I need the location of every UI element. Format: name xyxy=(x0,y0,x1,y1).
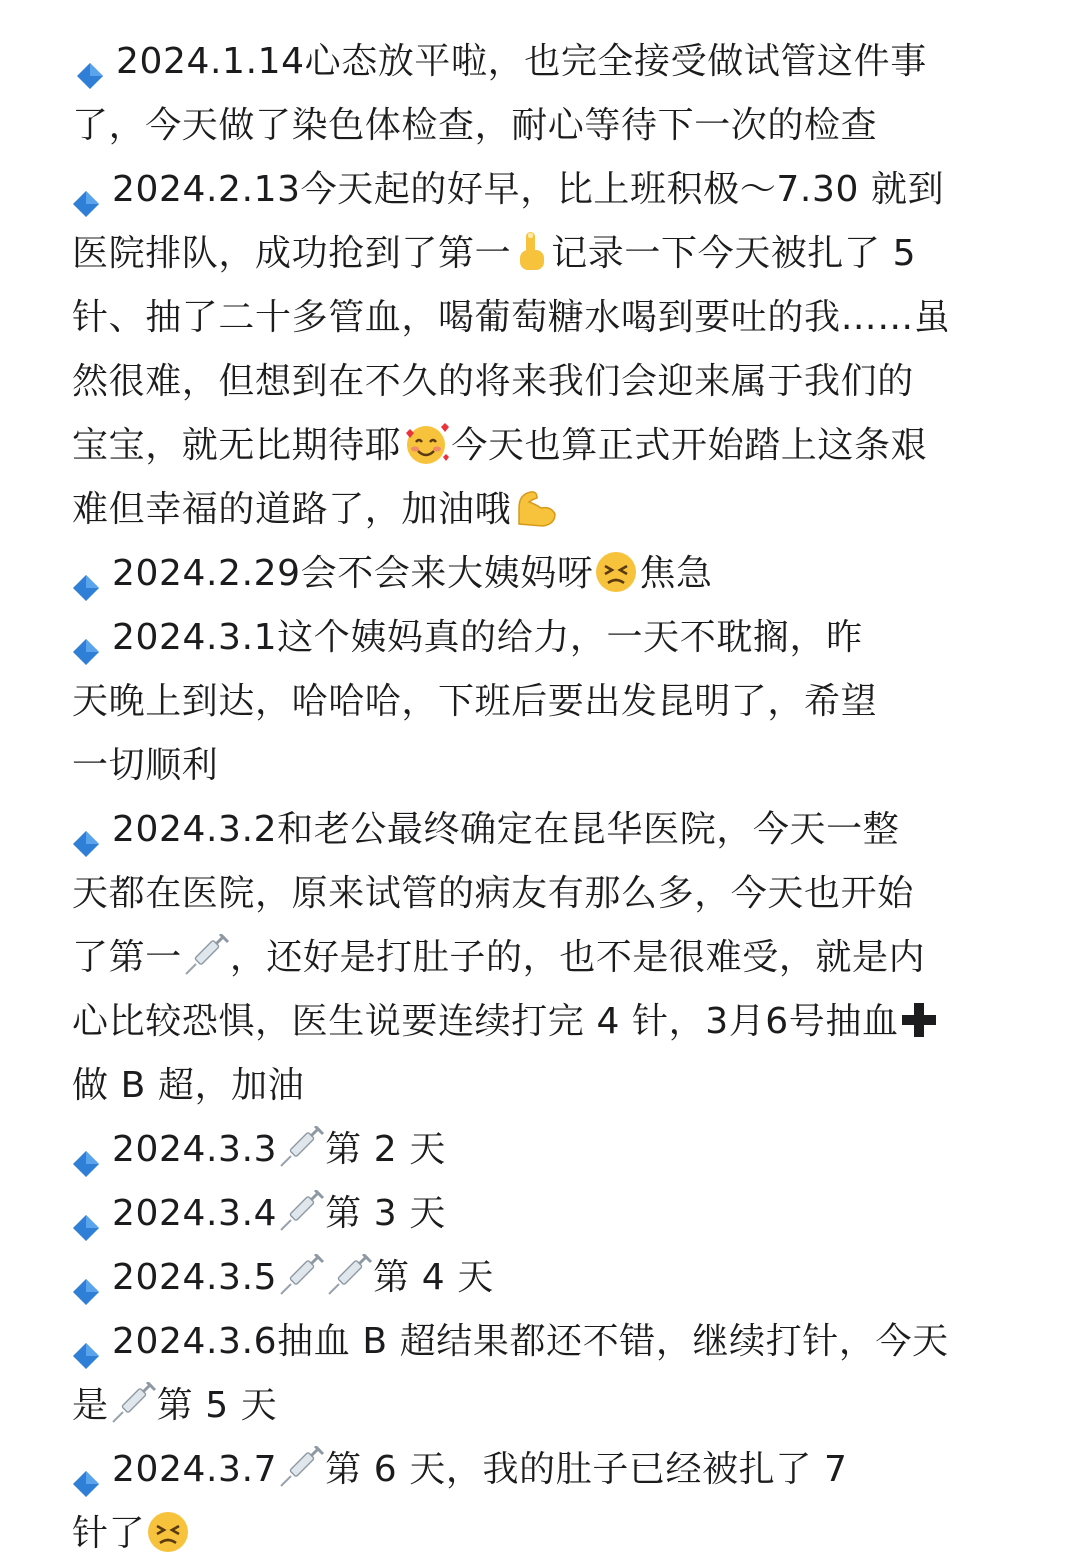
entry-date: 2024.1.14 xyxy=(116,41,305,82)
entry-text: 针、抽了二十多管血，喝葡萄糖水喝到要吐的我……虽 xyxy=(72,297,951,338)
entry-text: 记录一下今天被扎了 5 xyxy=(551,233,917,274)
syringe-icon xyxy=(277,1190,325,1234)
flexed-biceps-icon xyxy=(511,486,559,530)
blue-diamond-icon xyxy=(72,1135,100,1163)
entry-2024-3-3-line-1 xyxy=(72,1118,1030,1182)
entry-text: 天晚上到达，哈哈哈，下班后要出发昆明了，希望 xyxy=(72,681,878,722)
entry-text: 第 6 天，我的肚子已经被扎了 7 xyxy=(325,1449,848,1490)
entry-2024-3-1-line-1 xyxy=(72,606,1030,670)
entry-2024-3-6-line-2 xyxy=(72,1374,1030,1438)
entry-2024-3-2-line-3 xyxy=(72,926,1030,990)
entry-2024-2-13-line-5 xyxy=(72,414,1030,478)
entry-text: 第 4 天 xyxy=(373,1257,494,1298)
entry-2024-3-2-line-2 xyxy=(72,862,1030,926)
entry-text: 第 5 天 xyxy=(156,1385,278,1426)
entry-text: 做 B 超，加油 xyxy=(72,1065,305,1106)
entry-text: 一切顺利 xyxy=(72,745,219,786)
entry-date: 2024.3.3 xyxy=(112,1129,278,1170)
entry-date: 2024.3.5 xyxy=(112,1257,278,1298)
entry-date: 2024.3.6 xyxy=(112,1321,278,1362)
entry-text: 医院排队，成功抢到了第一 xyxy=(72,233,512,274)
entry-text: 第 3 天 xyxy=(325,1193,446,1234)
entry-2024-3-1-line-2 xyxy=(72,670,1030,734)
entry-text: 心态放平啦，也完全接受做试管这件事 xyxy=(304,41,927,82)
entry-2024-3-7-line-2 xyxy=(72,1502,1030,1566)
entry-2024-2-13-line-3 xyxy=(72,286,1030,350)
syringe-icon xyxy=(277,1254,325,1298)
blue-diamond-icon xyxy=(76,47,104,75)
persevering-face-icon xyxy=(145,1509,191,1555)
entry-2024-2-13-line-2 xyxy=(72,222,1030,286)
entry-text: 和老公最终确定在昆华医院，今天一整 xyxy=(277,809,900,850)
entry-date: 2024.3.7 xyxy=(112,1449,278,1490)
syringe-icon xyxy=(325,1254,373,1298)
entry-2024-1-14-line-2 xyxy=(72,94,1030,158)
entry-text: 了，今天做了染色体检查，耐心等待下一次的检查 xyxy=(72,105,878,146)
entry-2024-3-6-line-1 xyxy=(72,1310,1030,1374)
syringe-icon xyxy=(277,1446,325,1490)
blue-diamond-icon xyxy=(72,1327,100,1355)
entry-2024-1-14-line-1 xyxy=(72,30,1030,94)
blue-diamond-icon xyxy=(72,1455,100,1483)
entry-text: 焦急 xyxy=(639,553,713,594)
entry-2024-3-5-line-1 xyxy=(72,1246,1030,1310)
blue-diamond-icon xyxy=(72,815,100,843)
blue-diamond-icon xyxy=(72,175,100,203)
entry-text: 抽血 B 超结果都还不错，继续打针，今天 xyxy=(277,1321,949,1362)
syringe-icon xyxy=(109,1382,157,1426)
entry-2024-2-13-line-1 xyxy=(72,158,1030,222)
entry-text: ，还好是打肚子的，也不是很难受，就是内 xyxy=(229,937,926,978)
smiling-face-with-hearts-icon xyxy=(401,421,451,467)
blue-diamond-icon xyxy=(72,559,100,587)
entry-text: 然很难，但想到在不久的将来我们会迎来属于我们的 xyxy=(72,361,914,402)
blue-diamond-icon xyxy=(72,1263,100,1291)
heavy-plus-icon xyxy=(899,1000,939,1040)
blue-diamond-icon xyxy=(72,623,100,651)
entry-text: 会不会来大姨妈呀 xyxy=(300,553,594,594)
index-pointing-up-icon xyxy=(511,230,551,274)
entry-text: 天都在医院，原来试管的病友有那么多，今天也开始 xyxy=(72,873,914,914)
entry-text: 第 2 天 xyxy=(325,1129,446,1170)
entry-2024-3-7-line-1 xyxy=(72,1438,1030,1502)
entry-2024-2-13-line-4 xyxy=(72,350,1030,414)
entry-date: 2024.3.1 xyxy=(112,617,278,658)
entry-2024-2-13-line-6 xyxy=(72,478,1030,542)
entry-text: 这个姨妈真的给力，一天不耽搁，昨 xyxy=(277,617,863,658)
entry-2024-3-1-line-3 xyxy=(72,734,1030,798)
syringe-icon xyxy=(182,934,230,978)
entry-date: 2024.2.29 xyxy=(112,553,301,594)
entry-text: 今天起的好早，比上班积极～7.30 就到 xyxy=(300,169,945,210)
entry-text: 难但幸福的道路了，加油哦 xyxy=(72,489,512,530)
entry-text: 心比较恐惧，医生说要连续打完 4 针，3月6号抽血 xyxy=(72,1001,899,1042)
entry-2024-3-2-line-1 xyxy=(72,798,1030,862)
entry-text: 今天也算正式开始踏上这条艰 xyxy=(451,425,928,466)
blue-diamond-icon xyxy=(72,1199,100,1227)
entry-text: 宝宝，就无比期待耶 xyxy=(72,425,402,466)
entry-text: 针了 xyxy=(72,1513,146,1554)
entry-text: 了第一 xyxy=(72,937,182,978)
entry-2024-3-2-line-4 xyxy=(72,990,1030,1054)
entry-text: 是 xyxy=(72,1385,109,1426)
entry-date: 2024.3.4 xyxy=(112,1193,278,1234)
entry-2024-3-4-line-1 xyxy=(72,1182,1030,1246)
entry-2024-2-29-line-1 xyxy=(72,542,1030,606)
entry-2024-3-2-line-5 xyxy=(72,1054,1030,1118)
entry-date: 2024.3.2 xyxy=(112,809,278,850)
entry-date: 2024.2.13 xyxy=(112,169,301,210)
syringe-icon xyxy=(277,1126,325,1170)
persevering-face-icon xyxy=(593,549,639,595)
